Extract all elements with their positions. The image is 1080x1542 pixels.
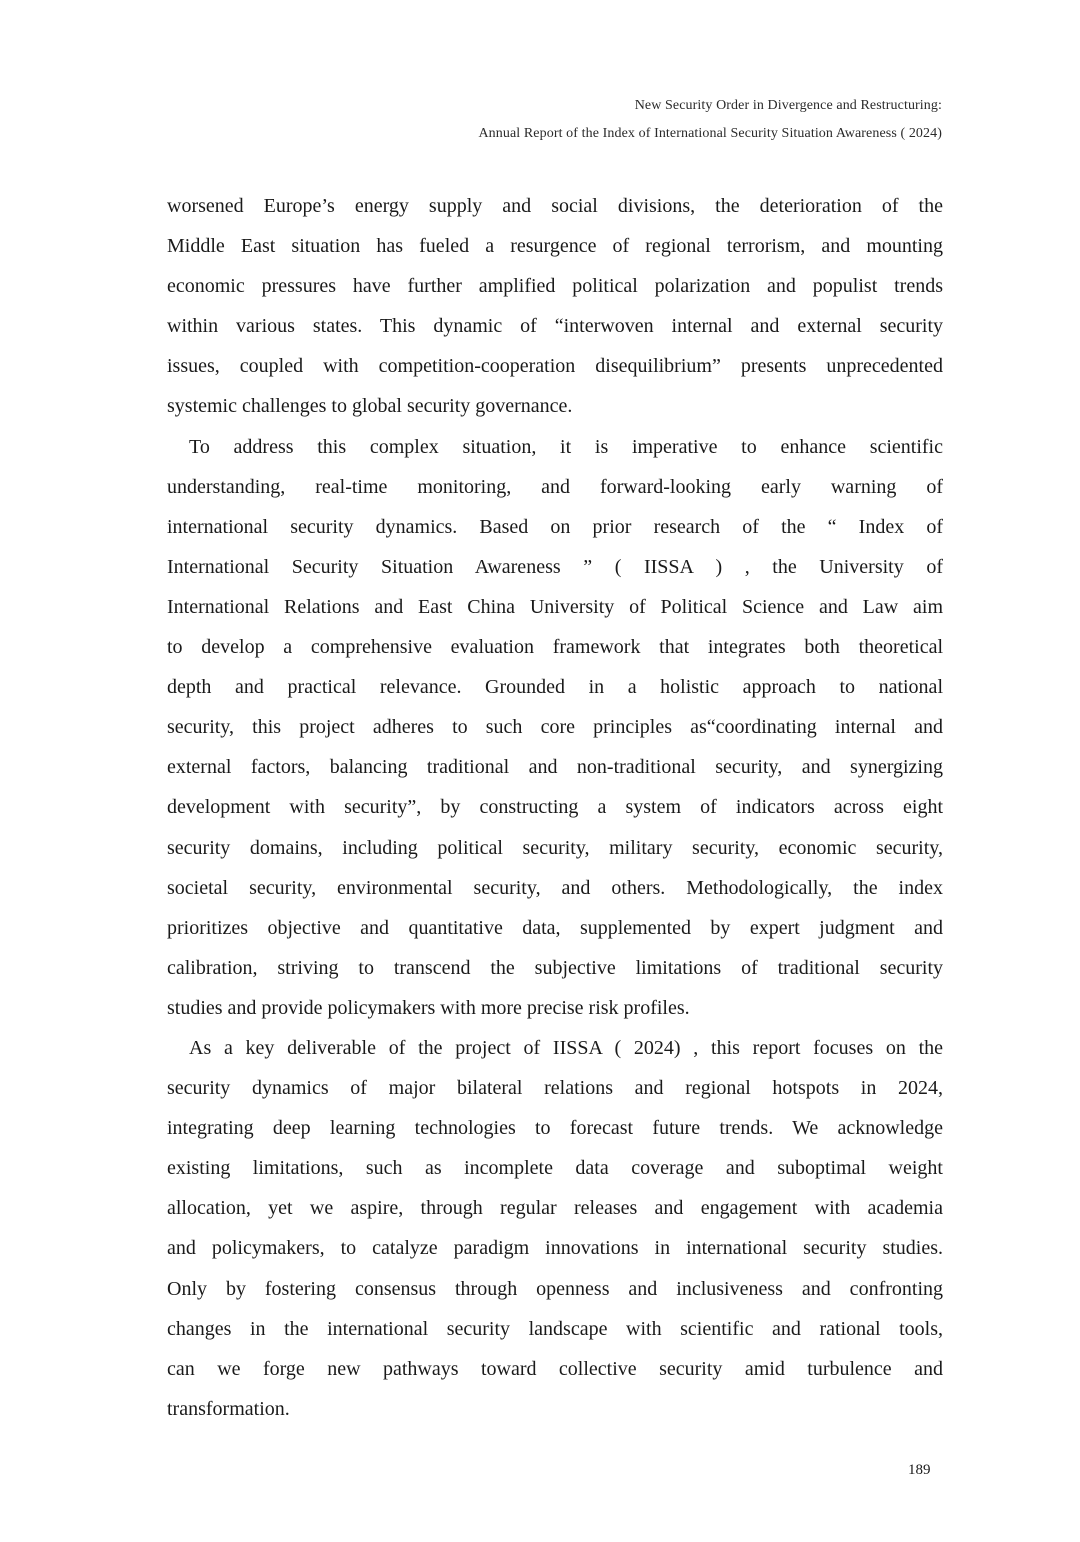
text-line: As a key deliverable of the project of IISSA ( 2024) , this report focuses on the: [189, 1036, 943, 1059]
text-line: changes in the international security landscape with scientific and rational tools,: [167, 1317, 943, 1340]
text-line: and policymakers, to catalyze paradigm innovations in international security studies.: [167, 1237, 943, 1260]
body-text: [167, 186, 943, 1429]
text-line: worsened Europe’s energy supply and social divisions, the deterioration of the: [167, 195, 943, 217]
text-line: allocation, yet we aspire, through regular releases and engagement with academia: [167, 1197, 943, 1220]
text-line: calibration, striving to transcend the subjective limitations of traditional security: [167, 956, 943, 979]
text-line: economic pressures have further amplified political polarization and populist trends: [167, 275, 943, 298]
text-line: International Security Situation Awareness ” ( IISSA ) , the University of: [167, 555, 943, 578]
text-line: within various states. This dynamic of “interwoven internal and external security: [167, 315, 943, 338]
text-line: systemic challenges to global security governance.: [167, 395, 573, 418]
header-title: New Security Order in Divergence and Restructuring:: [634, 98, 942, 113]
header-subtitle: Annual Report of the Index of International Security Situation Awareness ( 2024): [478, 126, 942, 141]
text-line: depth and practical relevance. Grounded in a holistic approach to national: [167, 676, 943, 699]
running-header: [478, 92, 942, 148]
text-line: Only by fostering consensus through openness and inclusiveness and confronting: [167, 1277, 943, 1300]
text-line: studies and provide policymakers with more precise risk profiles.: [167, 996, 690, 1019]
text-line: transformation.: [167, 1397, 290, 1420]
text-line: security domains, including political security, military security, economic security,: [167, 836, 943, 859]
text-line: societal security, environmental security, and others. Methodologically, the index: [167, 876, 943, 899]
text-line: Middle East situation has fueled a resurgence of regional terrorism, and mounting: [167, 235, 943, 258]
text-line: issues, coupled with competition-cooperation disequilibrium” presents unprecedented: [167, 355, 943, 378]
text-line: understanding, real-time monitoring, and forward-looking early warning of: [167, 475, 943, 498]
text-line: to develop a comprehensive evaluation framework that integrates both theoretical: [167, 636, 943, 659]
text-line: security dynamics of major bilateral relations and regional hotspots in 2024,: [167, 1077, 943, 1100]
text-line: international security dynamics. Based on prior research of the “ Index of: [167, 515, 943, 538]
text-line: integrating deep learning technologies to forecast future trends. We acknowledge: [167, 1117, 943, 1140]
page-number: 189: [908, 1462, 931, 1478]
text-line: International Relations and East China University of Political Science and Law aim: [167, 595, 943, 618]
text-line: can we forge new pathways toward collective security amid turbulence and: [167, 1357, 943, 1380]
text-line: existing limitations, such as incomplete data coverage and suboptimal weight: [167, 1157, 943, 1180]
text-line: external factors, balancing traditional and non-traditional security, and synergizing: [167, 756, 943, 779]
paragraph: [167, 427, 943, 1028]
text-line: security, this project adheres to such core principles as“coordinating internal and: [167, 716, 943, 739]
text-line: prioritizes objective and quantitative data, supplemented by expert judgment and: [167, 916, 943, 939]
text-line: To address this complex situation, it is imperative to enhance scientific: [189, 435, 943, 458]
paragraph: [167, 1028, 943, 1429]
paragraph: [167, 186, 943, 427]
text-line: development with security”, by constructing a system of indicators across eight: [167, 796, 943, 819]
